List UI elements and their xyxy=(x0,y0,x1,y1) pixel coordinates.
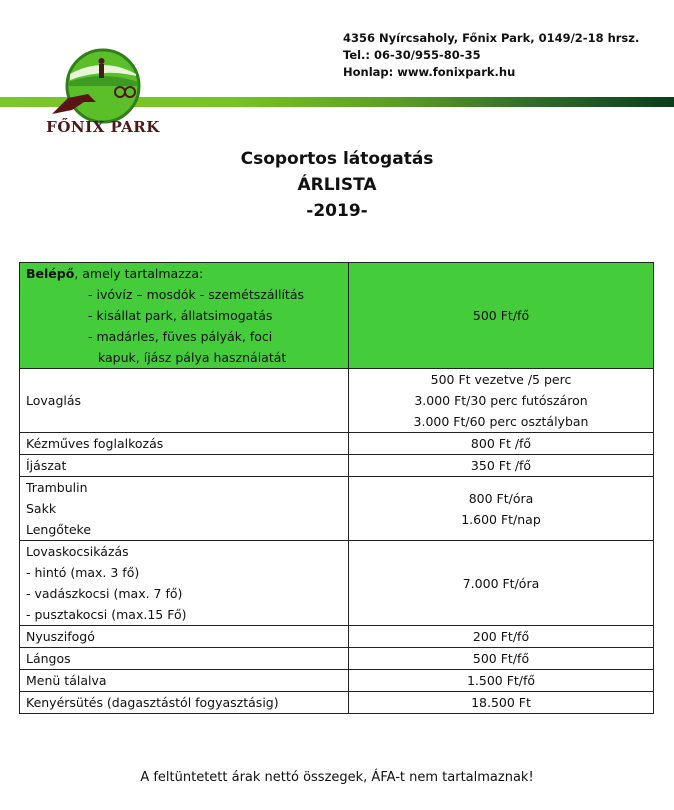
service-price xyxy=(349,433,654,455)
service-name-line: Lovaskocsikázás xyxy=(26,544,129,559)
entry-item: - ivóvíz – mosdók - szemétszállítás xyxy=(88,287,305,302)
service-price-line: 350 Ft /fő xyxy=(470,458,532,473)
title-line-2: ÁRLISTA xyxy=(297,175,377,195)
entry-price: 500 Ft/fő xyxy=(349,263,654,369)
table-row xyxy=(20,541,654,626)
service-name xyxy=(20,455,349,477)
table-row xyxy=(20,626,654,648)
entry-item: kapuk, íjász pálya használatát xyxy=(98,350,287,365)
entry-description xyxy=(20,263,349,369)
service-name-line: Íjászat xyxy=(26,458,67,473)
service-price xyxy=(349,369,654,433)
phone: Tel.: 06-30/955-80-35 xyxy=(343,48,481,62)
service-name-line: Lángos xyxy=(26,651,71,666)
service-price xyxy=(349,455,654,477)
service-name-line: Menü tálalva xyxy=(26,673,107,688)
service-price-line: 7.000 Ft/óra xyxy=(462,575,540,591)
service-name-line: Nyuszifogó xyxy=(26,629,95,644)
service-name xyxy=(20,670,349,692)
entry-heading xyxy=(26,263,342,284)
footer-note: A feltüntetett árak nettó összegek, ÁFA-t nem tartalmaznak! xyxy=(140,770,534,785)
service-name xyxy=(20,648,349,670)
table-row xyxy=(20,670,654,692)
address: 4356 Nyírcsaholy, Főnix Park, 0149/2-18 hrsz. xyxy=(343,31,640,45)
service-name-line: Trambulin xyxy=(26,480,88,495)
entry-label-bold: Belépő xyxy=(26,266,75,281)
page-title xyxy=(0,146,674,224)
service-price-line: 800 Ft/óra xyxy=(468,490,534,506)
service-name xyxy=(20,477,349,541)
service-price xyxy=(349,541,654,626)
service-price xyxy=(349,692,654,714)
service-price-line: 500 Ft/fő xyxy=(472,651,530,666)
service-name-line: Kenyérsütés (dagasztástól fogyasztásig) xyxy=(26,695,279,710)
service-price xyxy=(349,626,654,648)
entry-label-rest: , amely tartalmazza: xyxy=(74,266,204,281)
logo-text: FŐNIX PARK xyxy=(46,118,160,136)
title-line-3: -2019- xyxy=(306,201,368,221)
table-row xyxy=(20,692,654,714)
service-price xyxy=(349,648,654,670)
service-price-line: 800 Ft /fő xyxy=(470,436,532,451)
service-name-line: Lovaglás xyxy=(26,393,82,408)
service-price-line: 1.500 Ft/fő xyxy=(466,673,536,688)
service-name-line: Lengőteke xyxy=(26,522,92,537)
price-table xyxy=(19,262,654,714)
entry-item: - madárles, füves pályák, foci xyxy=(88,329,273,344)
table-row xyxy=(20,648,654,670)
service-price xyxy=(349,670,654,692)
service-name-line: Sakk xyxy=(26,501,57,516)
service-name xyxy=(20,541,349,626)
service-name-line: - hintó (max. 3 fő) xyxy=(26,565,140,580)
service-name xyxy=(20,433,349,455)
service-name xyxy=(20,369,349,433)
service-price-line: 18.500 Ft xyxy=(471,695,531,710)
table-row xyxy=(20,477,654,541)
table-row-entry xyxy=(20,263,654,369)
table-row xyxy=(20,433,654,455)
service-price-line: 3.000 Ft/60 perc osztályban xyxy=(413,414,589,429)
service-price xyxy=(349,477,654,541)
service-price-line: 3.000 Ft/30 perc futószáron xyxy=(414,393,588,408)
entry-item: - kisállat park, állatsimogatás xyxy=(88,308,273,323)
service-name-line: - vadászkocsi (max. 7 fő) xyxy=(26,586,183,601)
service-name xyxy=(20,626,349,648)
contact-info xyxy=(343,30,639,81)
service-name-line: Kézműves foglalkozás xyxy=(26,436,164,451)
service-price-line: 500 Ft vezetve /5 perc xyxy=(430,372,572,387)
service-price-line: 1.600 Ft/nap xyxy=(461,511,541,527)
table-row xyxy=(20,369,654,433)
website: Honlap: www.fonixpark.hu xyxy=(343,65,516,79)
table-row xyxy=(20,455,654,477)
service-name xyxy=(20,692,349,714)
service-name-line: - pusztakocsi (max.15 Fő) xyxy=(26,607,187,622)
title-line-1: Csoportos látogatás xyxy=(240,149,434,169)
service-price-line: 200 Ft/fő xyxy=(472,629,530,644)
